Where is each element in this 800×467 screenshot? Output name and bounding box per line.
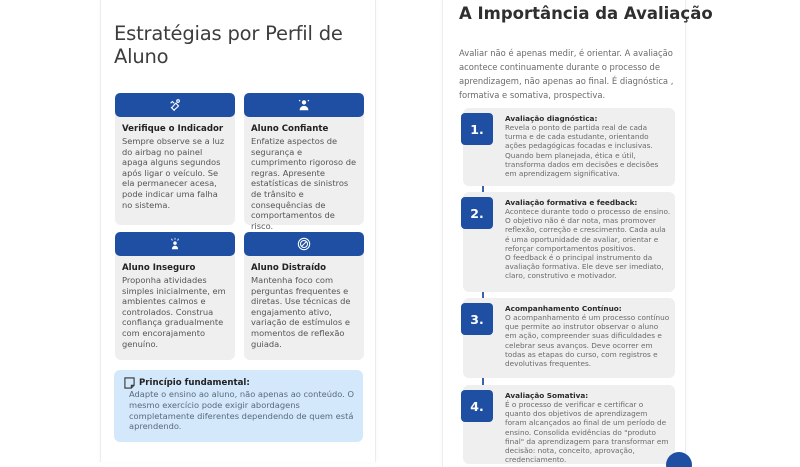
step-text-feedback: O feedback é o principal instrumento da avaliação formativa. Ele deve ser imediato, claro, construtivo e motivador. [505, 253, 664, 281]
card-text: Sempre observe se a luz do airbag no painel apaga alguns segundos após ligar o veículo. Se ela permanecer acesa, pode indicar uma falha no sistema. [122, 136, 225, 210]
focus-target-icon [297, 237, 311, 251]
note-icon [124, 377, 135, 389]
card-confident-student [244, 93, 364, 231]
airbag-check-icon [168, 98, 182, 112]
evaluation-intro: Avaliar não é apenas medir, é orientar. A avaliação acontece continuamente durante o processo de aprendizagem, não apenas ao final. É diagnóstica , formativa e somativa, prospectiva. [459, 48, 674, 100]
step-title: Avaliação Somativa: [505, 391, 589, 400]
card-header [244, 232, 364, 256]
evaluation-title: A Importância da Avaliação [459, 4, 713, 23]
card-title: Aluno Distraído [251, 263, 327, 273]
card-text: Enfatize aspectos de segurança e cumprimento rigoroso de regras. Apresente estatísticas de sinistros de trânsito e consequências de comportamentos de risco. [251, 136, 357, 231]
card-header [244, 93, 364, 117]
step-title: Acompanhamento Contínuo: [505, 304, 622, 313]
card-distracted-student [244, 232, 364, 360]
step-text: Acontece durante todo o processo de ensino. O objetivo não é dar nota, mas promover reflexão, correção e crescimento. Cada aula é uma oportunidade de avaliar, orientar e reforçar comportamentos positivos. [505, 207, 671, 253]
card-text: Proponha atividades simples inicialmente, em ambientes calmos e controlados. Construa confiança gradualmente com encorajamento genuíno. [122, 275, 226, 349]
step-number-badge: 1. [461, 113, 493, 145]
card-verify-indicator [115, 93, 235, 225]
insecure-student-icon [168, 237, 182, 251]
principle-callout [114, 370, 363, 442]
strategies-title: Estratégias por Perfil de Aluno [114, 22, 343, 68]
evaluation-panel [442, 0, 713, 467]
card-header [115, 93, 235, 117]
card-insecure-student [115, 232, 235, 360]
principle-text: Adapte o ensino ao aluno, não apenas ao conteúdo. O mesmo exercício pode exigir abordagens completamente diferentes dependendo de quem está aprendendo. [129, 389, 355, 432]
step-continuous [463, 298, 675, 378]
step-diagnostic [463, 108, 675, 186]
step-text: É o processo de verificar e certificar o quanto dos objetivos de aprendizagem foram alcançados ao final de um período de ensino. Consolida evidências do "produto final" da aprendizagem para transformar em decisão: nota, conceito, aprovação, credenciamento. [505, 400, 669, 465]
step-formative [463, 192, 675, 292]
principle-title: Princípio fundamental: [139, 378, 250, 388]
step-summative [463, 385, 675, 464]
card-title: Aluno Confiante [251, 124, 329, 134]
step-title: Avaliação diagnóstica: [505, 114, 598, 123]
step-text: Revela o ponto de partida real de cada turma e de cada estudante, orientando ações pedagógicas focadas e inclusivas. Quando bem planejada, ética e útil, transforma dados em decisões e decisões em aprendizagem significativa. [505, 123, 659, 179]
card-title: Verifique o Indicador [122, 124, 224, 134]
card-text: Mantenha foco com perguntas frequentes e diretas. Use técnicas de engajamento ativo, variação de estímulos e momentos de reflexão guiada. [251, 275, 351, 349]
step-number-badge: 4. [461, 390, 493, 422]
floating-action-button[interactable] [666, 452, 692, 467]
card-header [115, 232, 235, 256]
step-number-badge: 2. [461, 197, 493, 229]
step-title: Avaliação formativa e feedback: [505, 198, 638, 207]
confident-student-icon [297, 98, 311, 112]
strategies-panel [100, 0, 376, 462]
step-text: O acompanhamento é um processo contínuo que permite ao instrutor observar o aluno em ação, compreender suas dificuldades e celebrar seus avanços. Deve ocorrer em todas as etapas do curso, com registros e devolutivas frequentes. [505, 313, 670, 369]
step-number-badge: 3. [461, 303, 493, 335]
card-title: Aluno Inseguro [122, 263, 196, 273]
